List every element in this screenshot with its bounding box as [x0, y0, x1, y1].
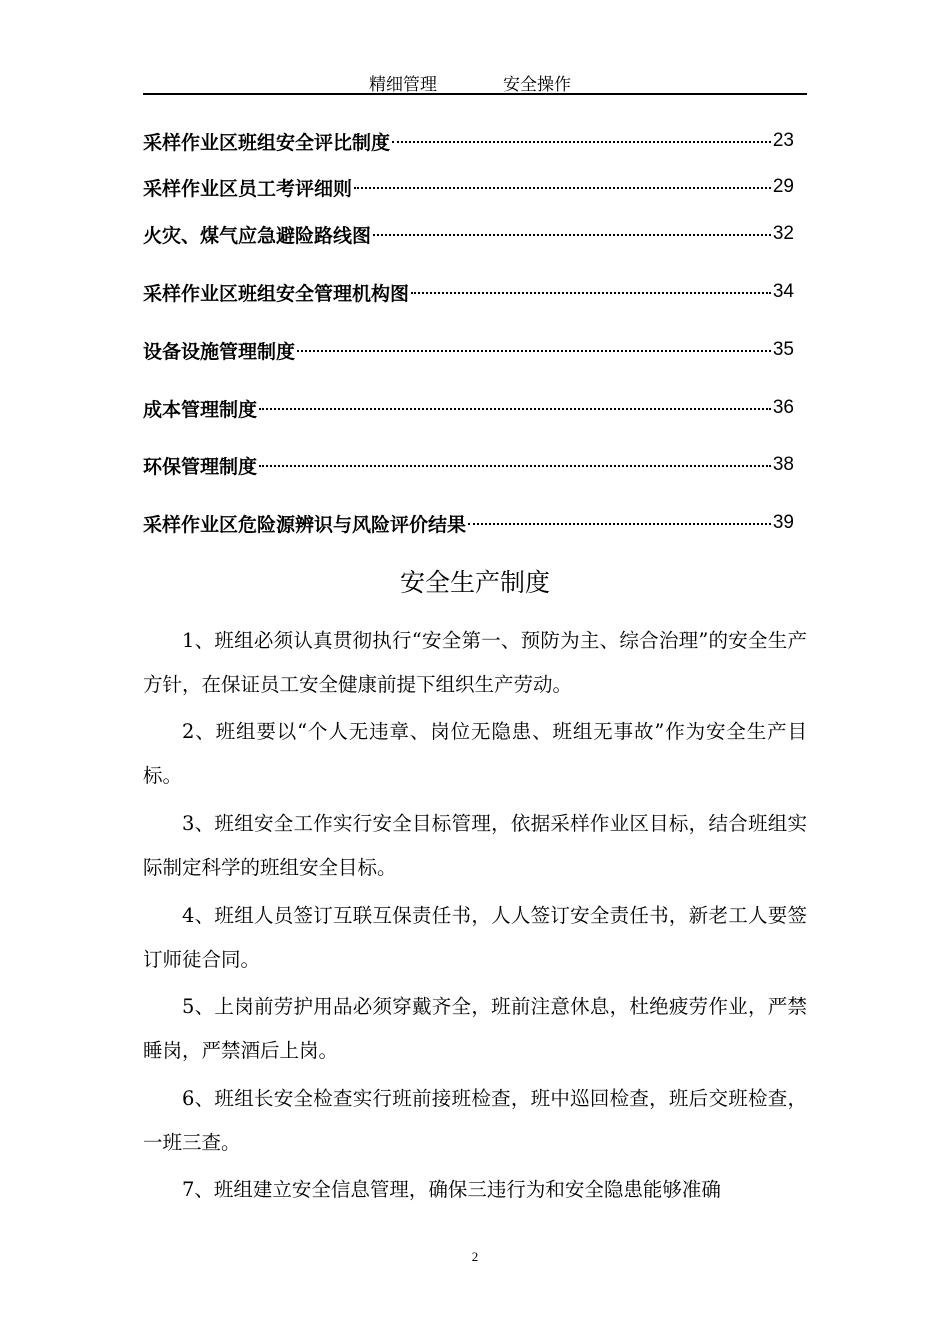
toc-item[interactable]: [143, 451, 794, 479]
toc-item[interactable]: [143, 220, 794, 248]
toc-leader-dots: [259, 465, 771, 467]
toc-leader-dots: [297, 350, 771, 352]
toc-item[interactable]: [143, 173, 794, 201]
toc-item-title: 采样作业区危险源辨识与风险评价结果: [143, 513, 467, 536]
toc-item-page: 39: [772, 512, 794, 533]
toc-item-page: 29: [772, 176, 794, 197]
toc-item-page: 32: [772, 223, 794, 244]
toc-item-title: 采样作业区员工考评细则: [143, 177, 353, 200]
paragraph: 3、班组安全工作实行安全目标管理，依据采样作业区目标，结合班组实际制定科学的班组安全目标。: [143, 812, 807, 879]
paragraph: 4、班组人员签订互联互保责任书，人人签订安全责任书，新老工人要签订师徒合同。: [143, 904, 807, 971]
toc-item[interactable]: [143, 394, 794, 422]
toc-item[interactable]: [143, 336, 794, 364]
toc-item-title: 采样作业区班组安全评比制度: [143, 131, 391, 154]
toc-item-page: 34: [772, 281, 794, 302]
toc-item-page: 35: [772, 339, 794, 360]
toc-leader-dots: [259, 408, 771, 410]
toc-item-title: 环保管理制度: [143, 455, 258, 478]
toc-leader-dots: [468, 523, 771, 525]
toc-leader-dots: [354, 187, 771, 189]
paragraph: 2、班组要以“个人无违章、岗位无隐患、班组无事故”作为安全生产目标。: [143, 720, 807, 787]
toc-item[interactable]: [143, 509, 794, 537]
toc-item-page: 23: [772, 130, 794, 151]
toc-item-title: 设备设施管理制度: [143, 340, 296, 363]
toc-item-title: 采样作业区班组安全管理机构图: [143, 282, 410, 305]
toc-item-title: 成本管理制度: [143, 398, 258, 421]
header-left-text: 精细管理: [369, 75, 437, 95]
toc-leader-dots: [411, 292, 771, 294]
header-right-text: 安全操作: [503, 75, 571, 95]
paragraph: 7、班组建立安全信息管理，确保三违行为和安全隐患能够准确: [182, 1178, 721, 1201]
paragraph: 1、班组必须认真贯彻执行“安全第一、预防为主、综合治理”的安全生产方针，在保证员工安全健康前提下组织生产劳动。: [143, 629, 807, 696]
toc-leader-dots: [373, 234, 771, 236]
toc-item[interactable]: [143, 278, 794, 306]
paragraph: 6、班组长安全检查实行班前接班检查，班中巡回检查，班后交班检查，一班三查。: [143, 1087, 807, 1154]
paragraph: 5、上岗前劳护用品必须穿戴齐全，班前注意休息，杜绝疲劳作业，严禁睡岗，严禁酒后上岗。: [143, 995, 807, 1062]
section-title: 安全生产制度: [399, 568, 550, 597]
toc-item-page: 38: [772, 454, 794, 475]
toc-item-page: 36: [772, 397, 794, 418]
toc-item[interactable]: [143, 127, 794, 155]
toc-leader-dots: [392, 141, 771, 143]
page-number: 2: [471, 1249, 479, 1264]
page-header: [143, 66, 807, 95]
toc-item-title: 火灾、煤气应急避险路线图: [143, 224, 372, 247]
